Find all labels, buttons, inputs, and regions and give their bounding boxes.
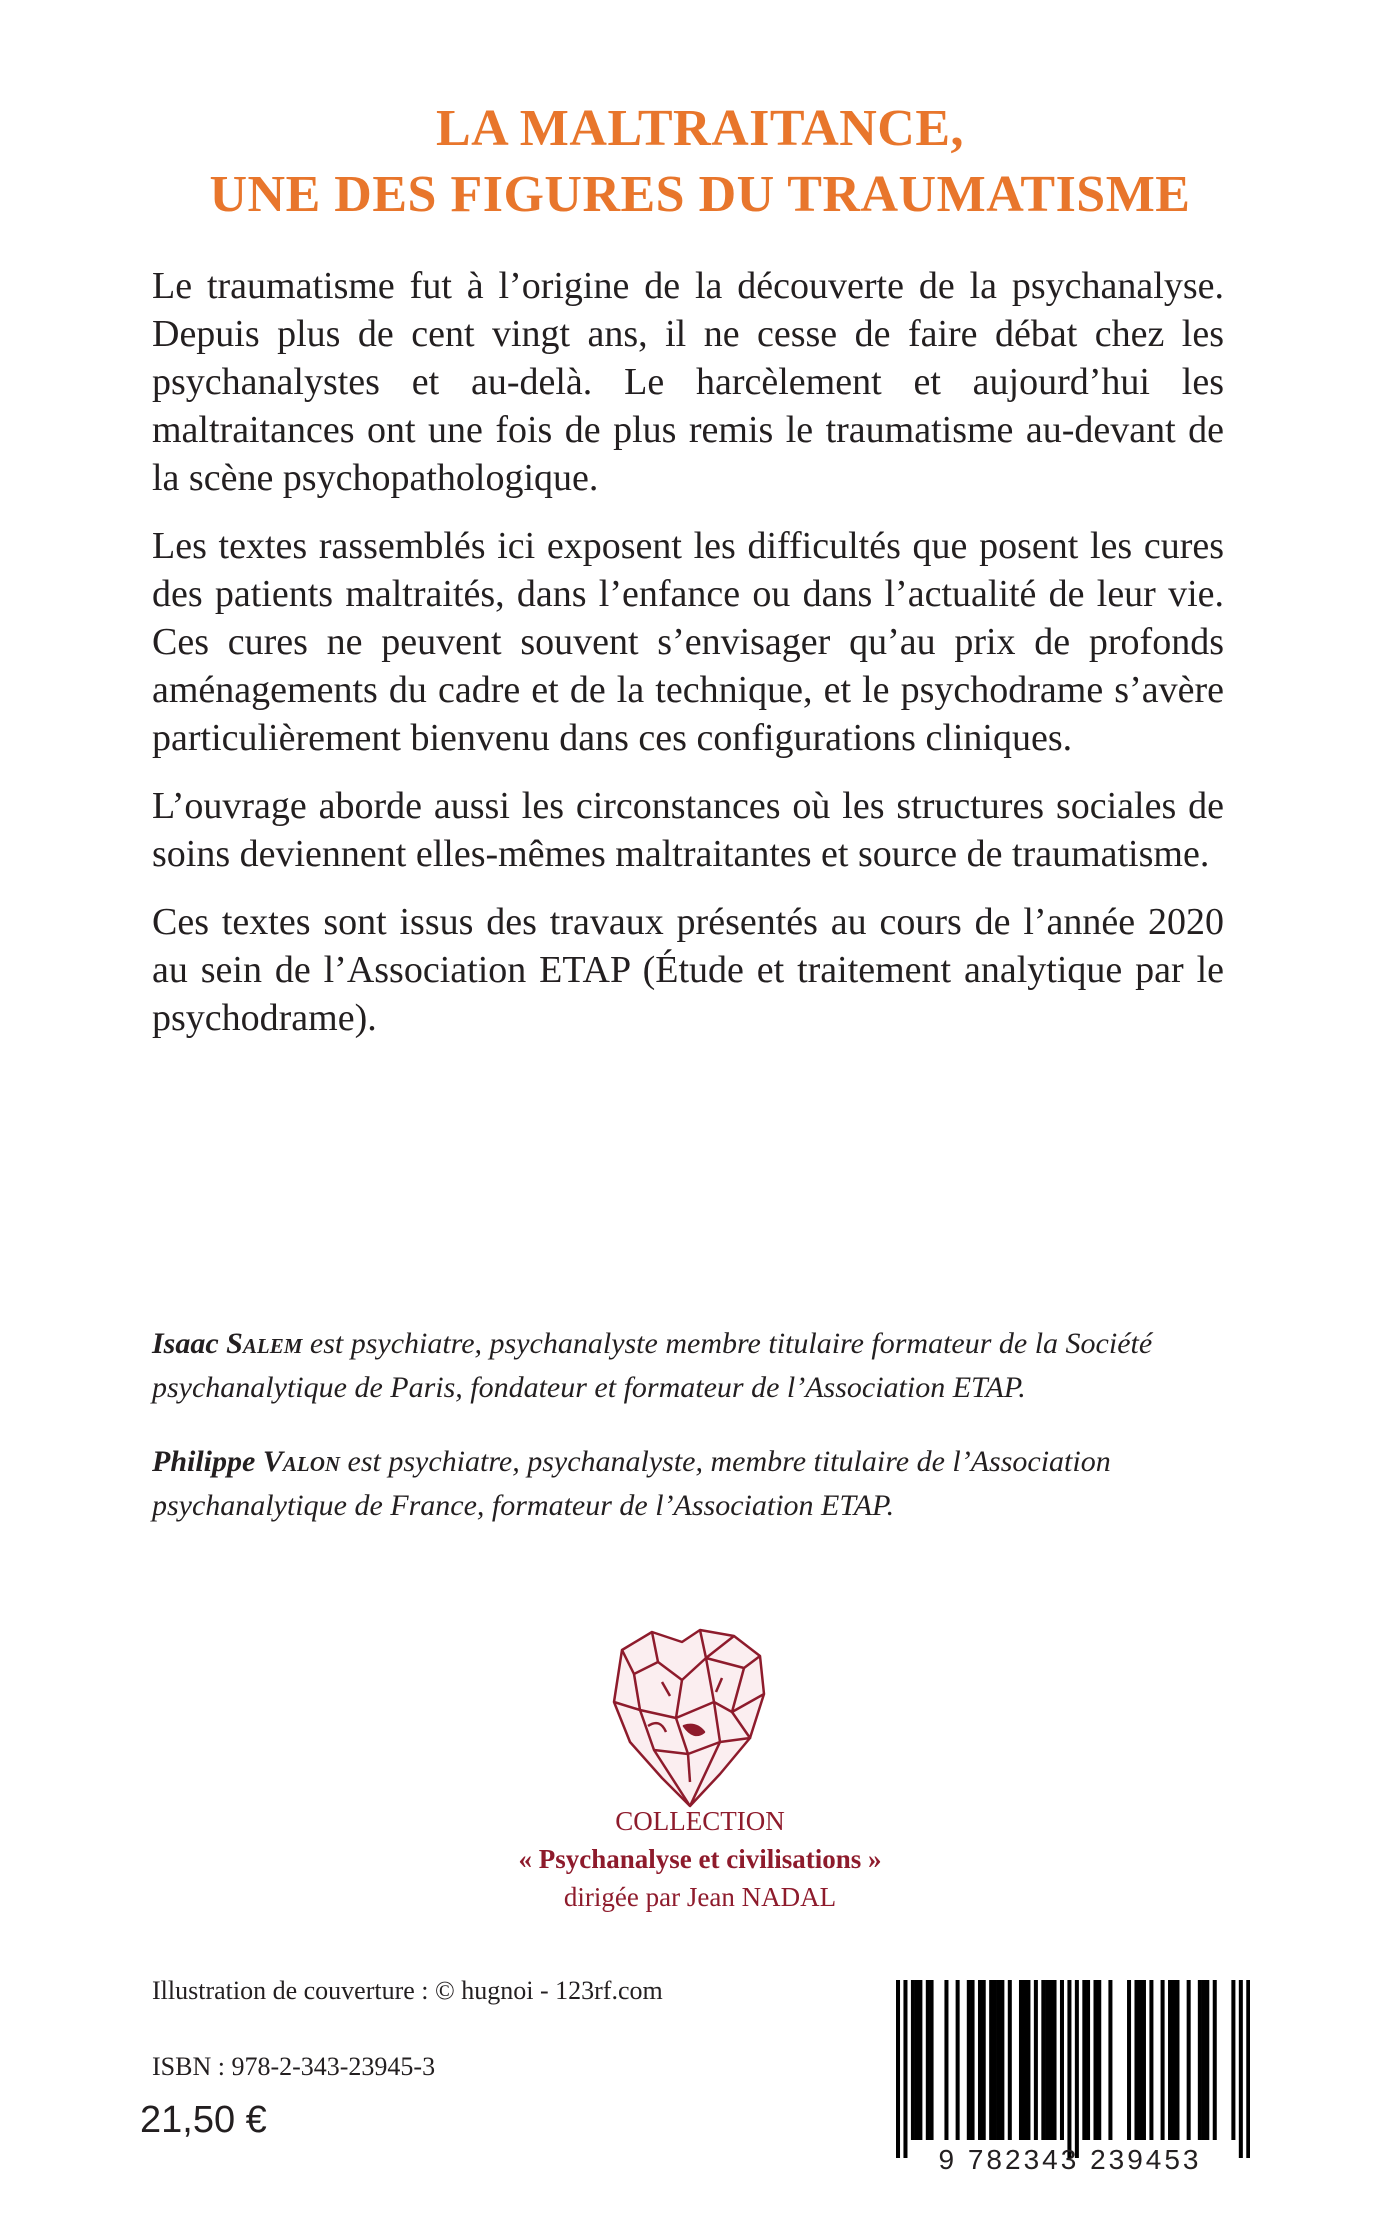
barcode-bar [1202,1980,1206,2140]
blurb-paragraph-4: Ces textes sont issus des travaux présentés au cours de l’année 2020 au sein de l’Association ETAP (Étude et traitement analytique par le psychodrame). [152,901,1224,1039]
barcode-bar [1231,1980,1235,2140]
barcode-bar [1198,1980,1202,2140]
blurb-paragraph-3: L’ouvrage aborde aussi les circonstances où les structures sociales de soins deviennent elles-mêmes maltraitantes et source de traumatisme. [152,785,1224,875]
author-1-first-name: Isaac [152,1327,219,1360]
barcode-bar [1149,1980,1153,2140]
barcode-bar [978,1980,982,2140]
barcode-bar [1060,1980,1064,2140]
author-bios [152,1322,1232,1558]
barcode-bar [997,1980,1001,2140]
barcode-bar [1075,1980,1079,2158]
barcode-bar [1008,1980,1012,2140]
barcode-bar [930,1980,934,2140]
book-title [0,96,1400,228]
barcode-bar [1026,1980,1030,2140]
barcode-bar [1205,1980,1209,2140]
collection-label: COLLECTION [615,1806,785,1836]
isbn: ISBN : 978-2-343-23945-3 [152,2052,436,2081]
barcode-bar [1127,1980,1131,2140]
barcode-bar [1134,1980,1138,2140]
barcode-bar [1082,1980,1086,2140]
barcode-bar [1138,1980,1142,2140]
barcode-bar [926,1980,930,2140]
barcode-bar [1019,1980,1023,2140]
barcode-bar [1246,1980,1250,2158]
title-line-2: UNE DES FIGURES DU TRAUMATISME [209,166,1191,223]
barcode-bar [993,1980,997,2140]
barcode-bar [1187,1980,1191,2140]
author-1-last-name: Salem [226,1327,303,1360]
barcode-bar [918,1980,922,2140]
collection-info [0,1802,1400,1916]
barcode-bar [903,1980,907,2158]
barcode-bar [1023,1980,1027,2140]
barcode-bar [1161,1980,1165,2140]
barcode-bar [1086,1980,1090,2140]
barcode-bar [982,1980,986,2140]
author-2-last-name: Valon [262,1445,341,1478]
barcode-bar [1239,1980,1243,2158]
barcode-bar [915,1980,919,2140]
barcode-bar [1000,1980,1004,2140]
title-line-1: LA MALTRAITANCE, [435,100,965,157]
barcode-bar [1053,1980,1057,2140]
barcode-bar [1034,1980,1038,2140]
barcode-bar [1213,1980,1217,2140]
blurb-paragraph-1: Le traumatisme fut à l’origine de la découverte de la psychanalyse. Depuis plus de cent vingt ans, il ne cesse de faire débat chez les psychanalystes et au-delà. Le harcèlement et aujourd’hui les maltraitances ont une fois de plus remis le traumatisme au-devant de la scène psychopathologique. [152,265,1224,499]
barcode-bar [911,1980,915,2140]
collection-series: « Psychanalyse et civilisations » [518,1844,882,1874]
barcode-bar [1067,1980,1071,2158]
blurb-paragraph-2: Les textes rassemblés ici exposent les difficultés que posent les cures des patients maltraités, dans l’enfance ou dans l’actualité de leur vie. Ces cures ne peuvent souvent s’envisager qu’au prix de profonds aménagements du cadre et de la technique, et le psychodrame s’avère particulièrement bienvenu dans ces configurations cliniques. [152,525,1224,759]
barcode-bar [989,1980,993,2140]
barcode-bar [1041,1980,1045,2140]
barcode-bar [1045,1980,1049,2140]
barcode-bar [1108,1980,1112,2140]
barcode-bar [967,1980,971,2140]
author-bio-2 [152,1440,1232,1528]
barcode-bar [1093,1980,1097,2140]
blurb [152,262,1224,1062]
author-bio-1 [152,1322,1232,1410]
barcode-bar [1097,1980,1101,2140]
barcode-bar [1049,1980,1053,2140]
author-2-first-name: Philippe [152,1445,256,1478]
barcode-bar [1175,1980,1179,2140]
author-2-bio: est psychiatre, psychanalyste, membre titulaire de l’Association psychanalytique de France, formateur de l’Association ETAP. [152,1445,1111,1522]
price: 21,50 € [140,2099,267,2141]
barcode-bar [956,1980,960,2140]
barcode-bar [896,1980,900,2158]
barcode-bar [1142,1980,1146,2140]
barcode-bar [1172,1980,1176,2140]
collection-director: dirigée par Jean NADAL [563,1882,837,1912]
barcode-digits: 9 782343 239453 [938,2144,1202,2175]
barcode-bar [971,1980,975,2140]
barcode-bar [944,1980,948,2140]
author-1-bio: est psychiatre, psychanalyste membre titulaire formateur de la Société psychanalytique de Paris, fondateur et formateur de l’Association ETAP. [152,1327,1153,1404]
cover-illustration-credit: Illustration de couverture : © hugnoi - 123rf.com [152,1976,663,2005]
heart-shaped-face-emblem-icon [604,1622,774,1812]
barcode-bar [1168,1980,1172,2140]
